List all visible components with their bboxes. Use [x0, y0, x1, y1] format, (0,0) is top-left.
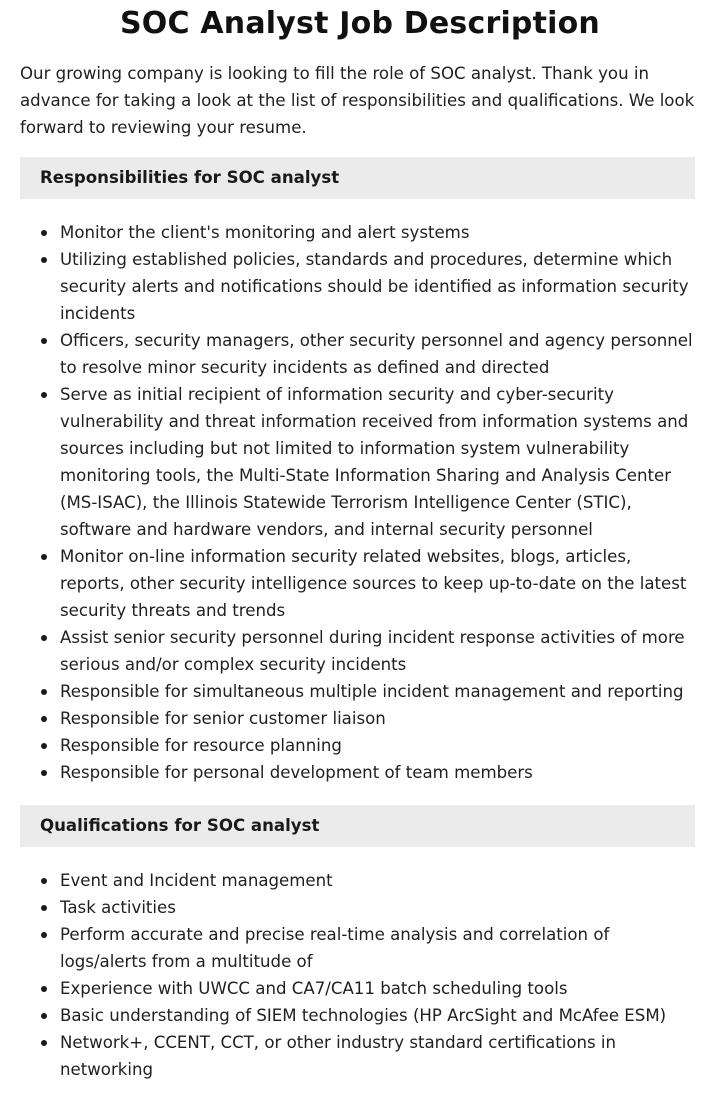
responsibilities-list	[20, 219, 695, 786]
responsibilities-heading: Responsibilities for SOC analyst	[20, 157, 695, 199]
responsibility-text: Responsible for resource planning	[60, 736, 342, 755]
responsibility-item	[20, 327, 695, 381]
responsibility-item	[20, 381, 695, 543]
responsibility-text: Monitor on-line information security related websites, blogs, articles, reports, other security intelligence sources to keep up-to-date on the latest security threats and trends	[60, 547, 687, 620]
qualification-text: Basic understanding of SIEM technologies (HP ArcSight and McAfee ESM)	[60, 1006, 667, 1025]
responsibility-item	[20, 246, 695, 327]
bullet-icon	[41, 986, 47, 992]
responsibility-item	[20, 732, 695, 759]
responsibility-text: Responsible for simultaneous multiple incident management and reporting	[60, 682, 684, 701]
bullet-icon	[41, 743, 47, 749]
qualification-item	[20, 921, 695, 975]
bullet-icon	[41, 689, 47, 695]
qualification-item	[20, 1029, 695, 1083]
bullet-icon	[41, 635, 47, 641]
bullet-icon	[41, 905, 47, 911]
qualification-text: Perform accurate and precise real-time analysis and correlation of logs/alerts from a multitude of	[60, 925, 610, 971]
responsibility-text: Officers, security managers, other security personnel and agency personnel to resolve minor security incidents as defined and directed	[60, 331, 693, 377]
qualification-item	[20, 1002, 695, 1029]
bullet-icon	[41, 878, 47, 884]
bullet-icon	[41, 554, 47, 560]
bullet-icon	[41, 932, 47, 938]
responsibility-item	[20, 759, 695, 786]
responsibility-item	[20, 705, 695, 732]
responsibility-item	[20, 219, 695, 246]
responsibility-text: Serve as initial recipient of information security and cyber-security vulnerability and threat information received from information systems and sources including but not limited to information system vulnerability monitoring tools, the Multi-State Information Sharing and Analysis Center (MS-ISAC), the Illinois Statewide Terrorism Intelligence Center (STIC), software and hardware vendors, and internal security personnel	[60, 385, 689, 539]
bullet-icon	[41, 257, 47, 263]
bullet-icon	[41, 1013, 47, 1019]
bullet-icon	[41, 1040, 47, 1046]
bullet-icon	[41, 230, 47, 236]
responsibility-text: Utilizing established policies, standards and procedures, determine which security alerts and notifications should be identified as information security incidents	[60, 250, 689, 323]
responsibility-text: Responsible for personal development of team members	[60, 763, 533, 782]
bullet-icon	[41, 716, 47, 722]
bullet-icon	[41, 770, 47, 776]
qualification-item	[20, 867, 695, 894]
qualifications-heading: Qualifications for SOC analyst	[20, 805, 695, 847]
qualification-text: Event and Incident management	[60, 871, 333, 890]
intro-paragraph: Our growing company is looking to fill the role of SOC analyst. Thank you in advance for taking a look at the list of responsibilities and qualifications. We look forward to reviewing your resume.	[20, 64, 695, 137]
qualification-text: Experience with UWCC and CA7/CA11 batch scheduling tools	[60, 979, 568, 998]
responsibility-text: Monitor the client's monitoring and alert systems	[60, 223, 470, 242]
responsibility-item	[20, 543, 695, 624]
responsibility-item	[20, 678, 695, 705]
qualification-item	[20, 975, 695, 1002]
qualification-item	[20, 894, 695, 921]
bullet-icon	[41, 392, 47, 398]
page-title: SOC Analyst Job Description	[120, 6, 600, 41]
qualification-text: Network+, CCENT, CCT, or other industry standard certifications in networking	[60, 1033, 617, 1079]
bullet-icon	[41, 338, 47, 344]
responsibility-text: Assist senior security personnel during incident response activities of more serious and/or complex security incidents	[60, 628, 685, 674]
responsibility-text: Responsible for senior customer liaison	[60, 709, 386, 728]
responsibility-item	[20, 624, 695, 678]
qualification-text: Task activities	[60, 898, 176, 917]
qualifications-list	[20, 867, 695, 1083]
